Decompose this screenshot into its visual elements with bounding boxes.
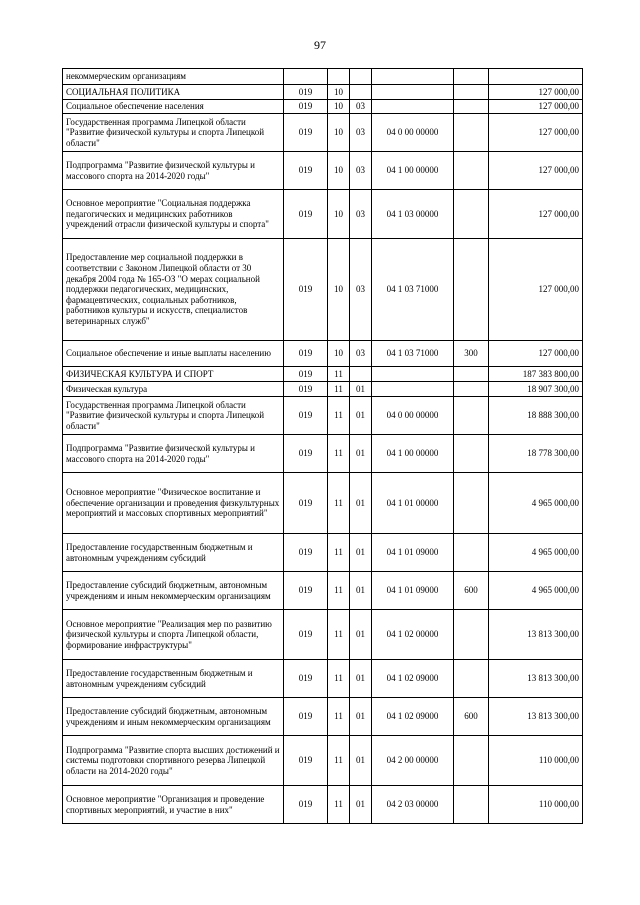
subsection-code-cell (350, 367, 372, 382)
row-name-cell: Физическая культура (63, 382, 284, 397)
row-name-cell: ФИЗИЧЕСКАЯ КУЛЬТУРА И СПОРТ (63, 367, 284, 382)
amount-cell: 110 000,00 (489, 786, 583, 824)
section-code-cell: 11 (328, 473, 350, 534)
subsection-code-cell: 01 (350, 572, 372, 610)
section-code-cell: 10 (328, 85, 350, 100)
budget-table (62, 68, 583, 824)
target-article-cell (372, 85, 454, 100)
table-row (63, 786, 583, 824)
target-article-cell: 04 1 03 71000 (372, 239, 454, 341)
expense-type-cell (454, 85, 489, 100)
gr-code-cell: 019 (284, 239, 328, 341)
target-article-cell (372, 382, 454, 397)
gr-code-cell: 019 (284, 660, 328, 698)
target-article-cell: 04 1 01 09000 (372, 572, 454, 610)
amount-cell: 18 778 300,00 (489, 435, 583, 473)
subsection-code-cell: 01 (350, 610, 372, 660)
amount-cell: 127 000,00 (489, 85, 583, 100)
target-article-cell: 04 1 03 71000 (372, 341, 454, 367)
row-name-cell: Подпрограмма "Развитие спорта высших достижений и системы подготовки спортивного резерва Липецкой области на 2014-2020 годы" (63, 736, 284, 786)
row-name-cell: Основное мероприятие "Реализация мер по развитию физической культуры и спорта Липецкой области, формирование инфраструктуры" (63, 610, 284, 660)
table-row (63, 152, 583, 190)
table-row (63, 367, 583, 382)
section-code-cell: 11 (328, 698, 350, 736)
target-article-cell: 04 1 00 00000 (372, 435, 454, 473)
target-article-cell: 04 2 00 00000 (372, 736, 454, 786)
amount-cell: 127 000,00 (489, 100, 583, 114)
subsection-code-cell: 03 (350, 239, 372, 341)
row-name-cell: Социальное обеспечение и иные выплаты населению (63, 341, 284, 367)
row-name-cell: Государственная программа Липецкой области "Развитие физической культуры и спорта Липецкой области" (63, 397, 284, 435)
row-name-cell: Предоставление субсидий бюджетным, автономным учреждениям и иным некоммерческим организациям (63, 698, 284, 736)
section-code-cell: 11 (328, 382, 350, 397)
subsection-code-cell: 01 (350, 473, 372, 534)
gr-code-cell: 019 (284, 572, 328, 610)
section-code-cell: 10 (328, 190, 350, 239)
target-article-cell: 04 0 00 00000 (372, 397, 454, 435)
section-code-cell: 10 (328, 114, 350, 152)
gr-code-cell: 019 (284, 85, 328, 100)
subsection-code-cell: 01 (350, 786, 372, 824)
row-name-cell: Предоставление государственным бюджетным и автономным учреждениям субсидий (63, 534, 284, 572)
amount-cell: 127 000,00 (489, 239, 583, 341)
target-article-cell: 04 2 03 00000 (372, 786, 454, 824)
amount-cell: 127 000,00 (489, 341, 583, 367)
table-row (63, 69, 583, 85)
table-row (63, 435, 583, 473)
subsection-code-cell: 03 (350, 190, 372, 239)
expense-type-cell: 300 (454, 341, 489, 367)
table-row (63, 100, 583, 114)
section-code-cell: 11 (328, 786, 350, 824)
section-code-cell: 10 (328, 341, 350, 367)
subsection-code-cell: 03 (350, 114, 372, 152)
gr-code-cell: 019 (284, 736, 328, 786)
target-article-cell: 04 1 02 00000 (372, 610, 454, 660)
subsection-code-cell: 01 (350, 382, 372, 397)
gr-code-cell: 019 (284, 100, 328, 114)
subsection-code-cell: 01 (350, 397, 372, 435)
subsection-code-cell: 01 (350, 736, 372, 786)
row-name-cell: Предоставление субсидий бюджетным, автономным учреждениям и иным некоммерческим организациям (63, 572, 284, 610)
target-article-cell: 04 1 01 00000 (372, 473, 454, 534)
table-row (63, 341, 583, 367)
target-article-cell (372, 69, 454, 85)
expense-type-cell (454, 367, 489, 382)
subsection-code-cell (350, 85, 372, 100)
section-code-cell: 11 (328, 736, 350, 786)
table-row (63, 698, 583, 736)
table-row (63, 114, 583, 152)
row-name-cell: Предоставление государственным бюджетным и автономным учреждениям субсидий (63, 660, 284, 698)
section-code-cell: 11 (328, 572, 350, 610)
gr-code-cell: 019 (284, 534, 328, 572)
section-code-cell: 11 (328, 534, 350, 572)
table-row (63, 572, 583, 610)
target-article-cell (372, 367, 454, 382)
table-row (63, 382, 583, 397)
table-row (63, 239, 583, 341)
amount-cell: 127 000,00 (489, 114, 583, 152)
row-name-cell: Подпрограмма "Развитие физической культуры и массового спорта на 2014-2020 годы" (63, 152, 284, 190)
row-name-cell: Государственная программа Липецкой области "Развитие физической культуры и спорта Липецкой области" (63, 114, 284, 152)
gr-code-cell: 019 (284, 114, 328, 152)
expense-type-cell (454, 610, 489, 660)
row-name-cell: Основное мероприятие "Социальная поддержка педагогических и медицинских работников учреждений отрасли физической культуры и спорта" (63, 190, 284, 239)
amount-cell: 187 383 800,00 (489, 367, 583, 382)
table-row (63, 85, 583, 100)
expense-type-cell (454, 660, 489, 698)
section-code-cell: 11 (328, 610, 350, 660)
gr-code-cell (284, 69, 328, 85)
target-article-cell: 04 0 00 00000 (372, 114, 454, 152)
target-article-cell: 04 1 02 09000 (372, 660, 454, 698)
amount-cell: 18 888 300,00 (489, 397, 583, 435)
subsection-code-cell (350, 69, 372, 85)
gr-code-cell: 019 (284, 341, 328, 367)
expense-type-cell (454, 152, 489, 190)
expense-type-cell (454, 435, 489, 473)
gr-code-cell: 019 (284, 610, 328, 660)
gr-code-cell: 019 (284, 786, 328, 824)
section-code-cell: 10 (328, 152, 350, 190)
row-name-cell: Социальное обеспечение населения (63, 100, 284, 114)
table-row (63, 534, 583, 572)
amount-cell: 127 000,00 (489, 190, 583, 239)
table-row (63, 736, 583, 786)
gr-code-cell: 019 (284, 190, 328, 239)
gr-code-cell: 019 (284, 152, 328, 190)
page-number: 97 (314, 38, 326, 52)
section-code-cell: 11 (328, 435, 350, 473)
expense-type-cell (454, 736, 489, 786)
gr-code-cell: 019 (284, 435, 328, 473)
expense-type-cell (454, 397, 489, 435)
expense-type-cell (454, 473, 489, 534)
row-name-cell: некоммерческим организациям (63, 69, 284, 85)
amount-cell: 4 965 000,00 (489, 572, 583, 610)
target-article-cell: 04 1 03 00000 (372, 190, 454, 239)
row-name-cell: Предоставление мер социальной поддержки в соответствии с Законом Липецкой области от 30 декабря 2004 года № 165-ОЗ "О мерах социальной поддержки педагогических, медицинских, фармацевтических, социальных работников, работников культуры и искусств, специалистов ветеринарных служб" (63, 239, 284, 341)
target-article-cell: 04 1 02 09000 (372, 698, 454, 736)
table-row (63, 190, 583, 239)
amount-cell (489, 69, 583, 85)
table-row (63, 473, 583, 534)
gr-code-cell: 019 (284, 397, 328, 435)
expense-type-cell (454, 69, 489, 85)
section-code-cell: 10 (328, 239, 350, 341)
section-code-cell: 10 (328, 100, 350, 114)
expense-type-cell (454, 534, 489, 572)
row-name-cell: Основное мероприятие "Организация и проведение спортивных мероприятий, и участие в них" (63, 786, 284, 824)
expense-type-cell (454, 190, 489, 239)
gr-code-cell: 019 (284, 473, 328, 534)
section-code-cell: 11 (328, 660, 350, 698)
table-row (63, 397, 583, 435)
subsection-code-cell: 03 (350, 341, 372, 367)
amount-cell: 13 813 300,00 (489, 610, 583, 660)
target-article-cell: 04 1 00 00000 (372, 152, 454, 190)
table-row (63, 610, 583, 660)
expense-type-cell: 600 (454, 572, 489, 610)
amount-cell: 127 000,00 (489, 152, 583, 190)
subsection-code-cell: 01 (350, 435, 372, 473)
subsection-code-cell: 01 (350, 660, 372, 698)
subsection-code-cell: 01 (350, 698, 372, 736)
expense-type-cell (454, 114, 489, 152)
expense-type-cell (454, 100, 489, 114)
row-name-cell: Подпрограмма "Развитие физической культуры и массового спорта на 2014-2020 годы" (63, 435, 284, 473)
amount-cell: 13 813 300,00 (489, 660, 583, 698)
expense-type-cell (454, 382, 489, 397)
subsection-code-cell: 03 (350, 152, 372, 190)
amount-cell: 13 813 300,00 (489, 698, 583, 736)
section-code-cell (328, 69, 350, 85)
row-name-cell: Основное мероприятие "Физическое воспитание и обеспечение организации и проведения физкультурных мероприятий и массовых спортивных мероприятий" (63, 473, 284, 534)
amount-cell: 18 907 300,00 (489, 382, 583, 397)
amount-cell: 4 965 000,00 (489, 473, 583, 534)
row-name-cell: СОЦИАЛЬНАЯ ПОЛИТИКА (63, 85, 284, 100)
amount-cell: 4 965 000,00 (489, 534, 583, 572)
expense-type-cell (454, 786, 489, 824)
section-code-cell: 11 (328, 367, 350, 382)
subsection-code-cell: 01 (350, 534, 372, 572)
gr-code-cell: 019 (284, 698, 328, 736)
gr-code-cell: 019 (284, 367, 328, 382)
section-code-cell: 11 (328, 397, 350, 435)
table-row (63, 660, 583, 698)
subsection-code-cell: 03 (350, 100, 372, 114)
expense-type-cell: 600 (454, 698, 489, 736)
gr-code-cell: 019 (284, 382, 328, 397)
amount-cell: 110 000,00 (489, 736, 583, 786)
target-article-cell: 04 1 01 09000 (372, 534, 454, 572)
expense-type-cell (454, 239, 489, 341)
target-article-cell (372, 100, 454, 114)
